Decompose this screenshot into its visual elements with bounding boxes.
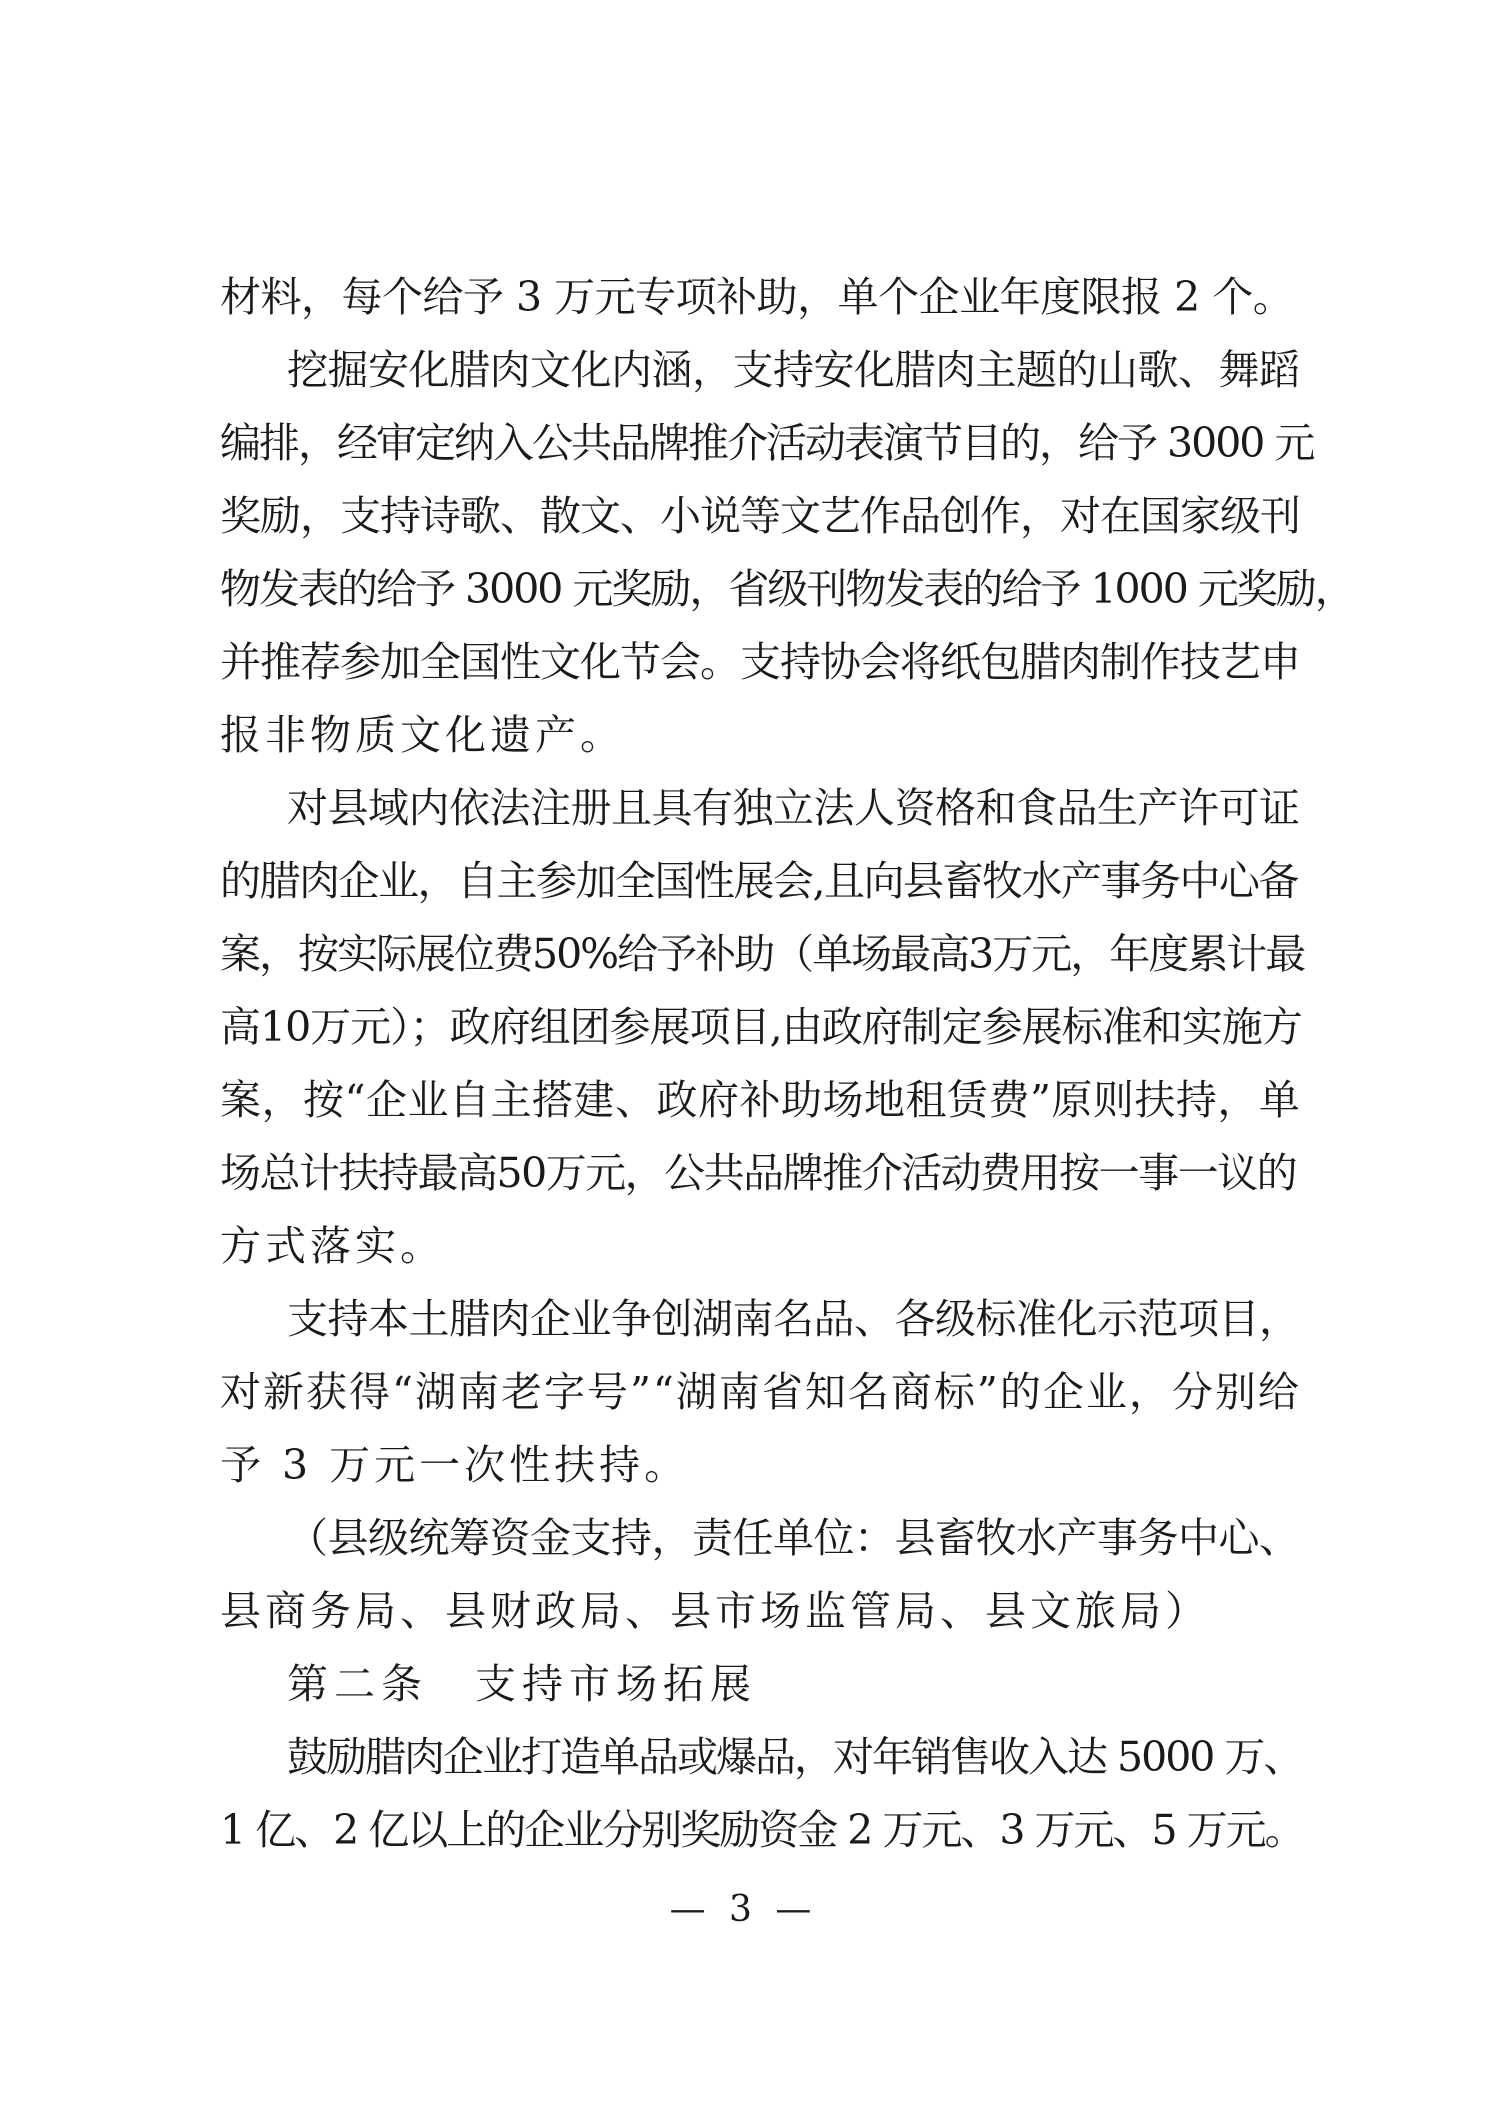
text-line: 并推荐参加全国性文化节会。支持协会将纸包腊肉制作技艺申 [220, 638, 1300, 686]
section-heading: 第二条 支持市场拓展 [287, 1660, 757, 1708]
text-line: 支持本土腊肉企业争创湖南名品、各级标准化示范项目， [287, 1295, 1300, 1343]
text-line: 挖掘安化腊肉文化内涵，支持安化腊肉主题的山歌、舞蹈 [287, 346, 1300, 394]
text-line: 报非物质文化遗产。 [220, 711, 625, 759]
text-line: 方式落实。 [220, 1222, 445, 1270]
text-line: （县级统筹资金支持，责任单位：县畜牧水产事务中心、 [287, 1514, 1300, 1562]
text-line: 鼓励腊肉企业打造单品或爆品，对年销售收入达 5000 万、 [287, 1733, 1303, 1781]
text-line: 县商务局、县财政局、县市场监管局、县文旅局） [220, 1587, 1210, 1635]
text-line: 场总计扶持最高50万元，公共品牌推介活动费用按一事一议的 [220, 1149, 1297, 1197]
text-line: 的腊肉企业，自主参加全国性展会,且向县畜牧水产事务中心备 [220, 857, 1299, 905]
text-line: 材料，每个给予 3 万元专项补助，单个企业年度限报 2 个。 [220, 273, 1294, 321]
text-line: 奖励，支持诗歌、散文、小说等文艺作品创作，对在国家级刊 [220, 492, 1300, 540]
text-line: 1 亿、2 亿以上的企业分别奖励资金 2 万元、3 万元、5 万元。 [220, 1806, 1304, 1854]
text-line: 对县域内依法注册且具有独立法人资格和食品生产许可证 [287, 784, 1300, 832]
text-line: 予 3 万元一次性扶持。 [220, 1441, 690, 1489]
page-number: — 3 — [669, 1889, 818, 1930]
text-line: 编排，经审定纳入公共品牌推介活动表演节目的，给予 3000 元 [220, 419, 1314, 467]
text-line: 高10万元）；政府组团参展项目,由政府制定参展标准和实施方 [220, 1003, 1302, 1051]
text-line: 案，按“企业自主搭建、政府补助场地租赁费”原则扶持，单 [220, 1076, 1301, 1124]
text-line: 物发表的给予 3000 元奖励，省级刊物发表的给予 1000 元奖励， [220, 565, 1354, 613]
text-line: 对新获得“湖南老字号”“湖南省知名商标”的企业，分别给 [220, 1368, 1301, 1416]
text-line: 案，按实际展位费50%给予补助（单场最高3万元，年度累计最 [220, 930, 1305, 978]
